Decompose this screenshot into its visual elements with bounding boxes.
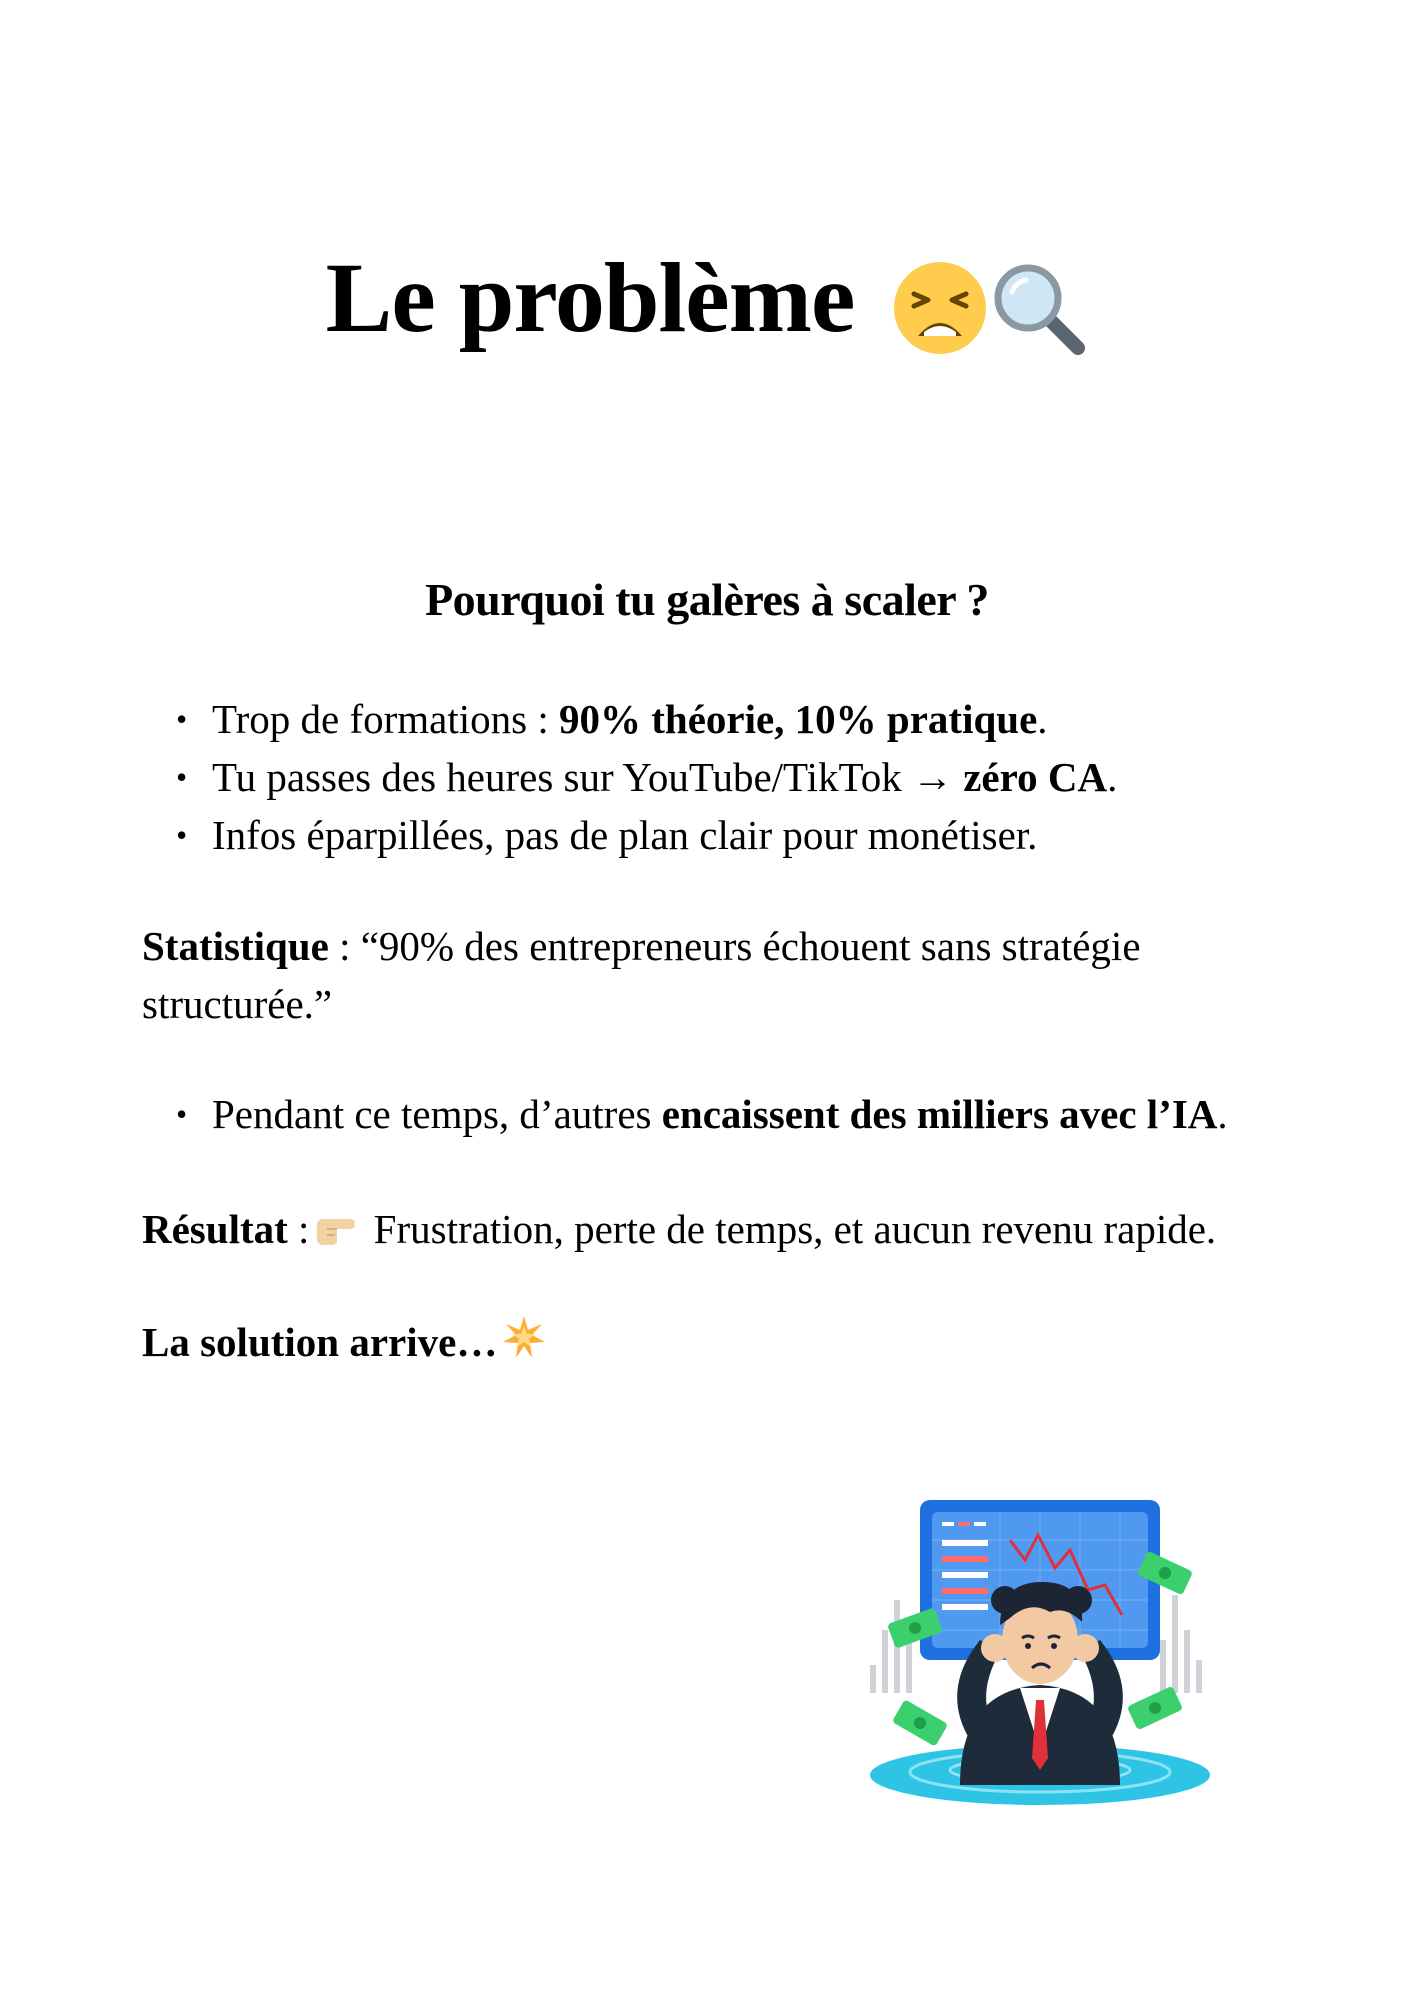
glowing-star-icon — [501, 1314, 547, 1375]
section-heading: Pourquoi tu galères à scaler ? — [425, 574, 989, 625]
solution-paragraph: La solution arrive… — [142, 1313, 1292, 1375]
problem-list — [142, 690, 1312, 864]
statistic-paragraph: Statistique : “90% des entrepreneurs échouent sans stratégie structurée.” — [142, 923, 1141, 1027]
list-item: • Infos éparpillées, pas de plan clair pour monétiser. — [142, 806, 1312, 864]
tired-face-icon — [892, 260, 988, 356]
stressed-businessman-illustration — [860, 1490, 1220, 1810]
list-item: • Pendant ce temps, d’autres encaissent des milliers avec l’IA. — [142, 1085, 1312, 1143]
bullet-dot: • — [176, 701, 188, 737]
list-item: • Trop de formations : 90% théorie, 10% pratique. — [142, 690, 1312, 748]
pointing-hand-icon — [313, 1204, 357, 1262]
list-item: • Tu passes des heures sur YouTube/TikTok → zéro CA. — [142, 748, 1312, 806]
result-paragraph: Résultat : Frustration, perte de temps, et aucun revenu rapide. — [142, 1200, 1292, 1262]
bullet-dot: • — [176, 817, 188, 853]
contrast-list — [142, 1085, 1312, 1143]
bullet-dot: • — [176, 1096, 188, 1132]
magnifying-glass-icon — [988, 258, 1088, 358]
bullet-dot: • — [176, 759, 188, 795]
page-title-text: Le problème — [325, 242, 855, 353]
page-title — [0, 238, 1414, 358]
